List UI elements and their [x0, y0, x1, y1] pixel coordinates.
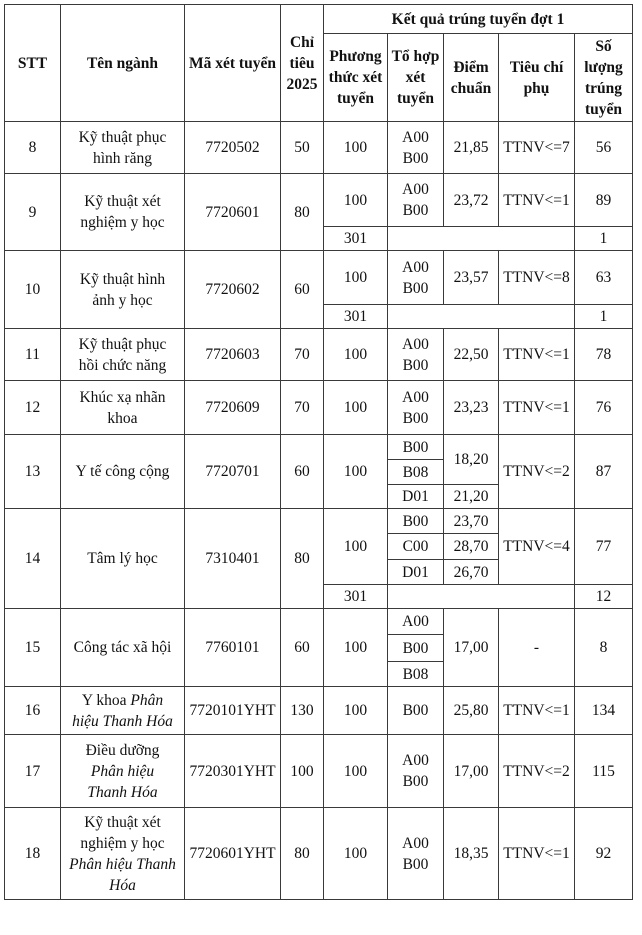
method-cell: 100	[324, 509, 388, 585]
major-name-cell: Điều dưỡng Phân hiệu Thanh Hóa	[61, 735, 185, 808]
method-cell: 100	[324, 174, 388, 227]
table-row	[5, 808, 633, 900]
quota-cell: 50	[281, 122, 324, 174]
code-cell: 7720609	[185, 381, 281, 435]
stt-cell: 8	[5, 122, 61, 174]
method-cell: 301	[324, 585, 388, 609]
count-cell: 76	[575, 381, 633, 435]
combo-cell: B08	[388, 460, 444, 485]
header-ten-nganh: Tên ngành	[61, 5, 185, 122]
criterion-cell: TTNV<=4	[499, 509, 575, 585]
method-cell: 100	[324, 435, 388, 509]
combo-cell: A00 B00	[388, 329, 444, 381]
count-cell: 1	[575, 305, 633, 329]
combo-cell: D01	[388, 485, 444, 509]
score-cell: 23,57	[444, 251, 499, 305]
criterion-cell: TTNV<=1	[499, 687, 575, 735]
count-cell: 12	[575, 585, 633, 609]
admission-results-table	[4, 4, 633, 900]
quota-cell: 80	[281, 808, 324, 900]
header-row-1	[5, 5, 633, 34]
code-cell: 7720601YHT	[185, 808, 281, 900]
combo-cell: A00 B00	[388, 122, 444, 174]
method-cell: 100	[324, 329, 388, 381]
table-row	[5, 435, 633, 460]
combo-cell: D01	[388, 560, 444, 585]
stt-cell: 15	[5, 609, 61, 687]
combo-cell: B00	[388, 509, 444, 534]
table-row	[5, 509, 633, 534]
table-row	[5, 174, 633, 227]
quota-cell: 80	[281, 509, 324, 609]
method-cell: 100	[324, 381, 388, 435]
criterion-cell: TTNV<=2	[499, 435, 575, 509]
table-row	[5, 609, 633, 635]
code-cell: 7720101YHT	[185, 687, 281, 735]
header-to-hop: Tổ hợp xét tuyển	[388, 34, 444, 122]
major-name-cell: Kỹ thuật hình ảnh y học	[61, 251, 185, 329]
method-cell: 301	[324, 227, 388, 251]
table-row	[5, 735, 633, 808]
empty-cell	[388, 305, 575, 329]
score-cell: 17,00	[444, 609, 499, 687]
score-cell: 26,70	[444, 560, 499, 585]
empty-cell	[388, 227, 575, 251]
table-row	[5, 251, 633, 305]
stt-cell: 18	[5, 808, 61, 900]
table-row	[5, 381, 633, 435]
major-name-cell: Y tế công cộng	[61, 435, 185, 509]
table-row	[5, 687, 633, 735]
code-cell: 7720701	[185, 435, 281, 509]
stt-cell: 9	[5, 174, 61, 251]
combo-cell: A00 B00	[388, 808, 444, 900]
method-cell: 100	[324, 609, 388, 687]
header-stt: STT	[5, 5, 61, 122]
header-chi-tieu: Chỉ tiêu 2025	[281, 5, 324, 122]
count-cell: 92	[575, 808, 633, 900]
score-cell: 25,80	[444, 687, 499, 735]
code-cell: 7720603	[185, 329, 281, 381]
stt-cell: 12	[5, 381, 61, 435]
major-name-cell: Khúc xạ nhãn khoa	[61, 381, 185, 435]
count-cell: 1	[575, 227, 633, 251]
combo-cell: A00	[388, 609, 444, 635]
combo-cell: B00	[388, 635, 444, 662]
criterion-cell: TTNV<=1	[499, 329, 575, 381]
combo-cell: A00 B00	[388, 735, 444, 808]
header-phuong-thuc: Phương thức xét tuyển	[324, 34, 388, 122]
method-cell: 100	[324, 687, 388, 735]
combo-cell: B08	[388, 662, 444, 687]
header-tieu-chi-phu: Tiêu chí phụ	[499, 34, 575, 122]
score-cell: 21,20	[444, 485, 499, 509]
combo-cell: A00 B00	[388, 174, 444, 227]
score-cell: 18,35	[444, 808, 499, 900]
criterion-cell: TTNV<=2	[499, 735, 575, 808]
major-name-cell: Kỹ thuật phục hình răng	[61, 122, 185, 174]
count-cell: 56	[575, 122, 633, 174]
method-cell: 100	[324, 251, 388, 305]
code-cell: 7720602	[185, 251, 281, 329]
count-cell: 115	[575, 735, 633, 808]
empty-cell	[388, 585, 575, 609]
criterion-cell: TTNV<=8	[499, 251, 575, 305]
major-name-cell: Công tác xã hội	[61, 609, 185, 687]
score-cell: 21,85	[444, 122, 499, 174]
major-name-cell: Kỹ thuật xét nghiệm y học	[61, 174, 185, 251]
count-cell: 89	[575, 174, 633, 227]
stt-cell: 10	[5, 251, 61, 329]
quota-cell: 60	[281, 435, 324, 509]
quota-cell: 80	[281, 174, 324, 251]
major-name-cell: Tâm lý học	[61, 509, 185, 609]
quota-cell: 100	[281, 735, 324, 808]
score-cell: 23,23	[444, 381, 499, 435]
stt-cell: 13	[5, 435, 61, 509]
count-cell: 134	[575, 687, 633, 735]
quota-cell: 70	[281, 381, 324, 435]
quota-cell: 70	[281, 329, 324, 381]
stt-cell: 11	[5, 329, 61, 381]
major-name-cell: Kỹ thuật phục hồi chức năng	[61, 329, 185, 381]
count-cell: 87	[575, 435, 633, 509]
quota-cell: 130	[281, 687, 324, 735]
criterion-cell: -	[499, 609, 575, 687]
criterion-cell: TTNV<=7	[499, 122, 575, 174]
stt-cell: 16	[5, 687, 61, 735]
major-name-cell: Y khoa Phân hiệu Thanh Hóa	[61, 687, 185, 735]
criterion-cell: TTNV<=1	[499, 381, 575, 435]
code-cell: 7720301YHT	[185, 735, 281, 808]
combo-cell: B00	[388, 435, 444, 460]
major-name-cell: Kỹ thuật xét nghiệm y học Phân hiệu Thanh Hóa	[61, 808, 185, 900]
method-cell: 301	[324, 305, 388, 329]
score-cell: 18,20	[444, 435, 499, 485]
count-cell: 63	[575, 251, 633, 305]
score-cell: 23,72	[444, 174, 499, 227]
criterion-cell: TTNV<=1	[499, 174, 575, 227]
quota-cell: 60	[281, 251, 324, 329]
count-cell: 77	[575, 509, 633, 585]
code-cell: 7720601	[185, 174, 281, 251]
code-cell: 7760101	[185, 609, 281, 687]
code-cell: 7310401	[185, 509, 281, 609]
header-ma-xet-tuyen: Mã xét tuyển	[185, 5, 281, 122]
method-cell: 100	[324, 735, 388, 808]
code-cell: 7720502	[185, 122, 281, 174]
header-ket-qua: Kết quả trúng tuyển đợt 1	[324, 5, 633, 34]
header-so-luong: Số lượng trúng tuyển	[575, 34, 633, 122]
count-cell: 8	[575, 609, 633, 687]
combo-cell: A00 B00	[388, 251, 444, 305]
quota-cell: 60	[281, 609, 324, 687]
score-cell: 28,70	[444, 534, 499, 560]
criterion-cell: TTNV<=1	[499, 808, 575, 900]
stt-cell: 14	[5, 509, 61, 609]
score-cell: 22,50	[444, 329, 499, 381]
stt-cell: 17	[5, 735, 61, 808]
header-diem-chuan: Điểm chuẩn	[444, 34, 499, 122]
count-cell: 78	[575, 329, 633, 381]
score-cell: 23,70	[444, 509, 499, 534]
method-cell: 100	[324, 808, 388, 900]
combo-cell: A00 B00	[388, 381, 444, 435]
table-row	[5, 122, 633, 174]
method-cell: 100	[324, 122, 388, 174]
combo-cell: B00	[388, 687, 444, 735]
combo-cell: C00	[388, 534, 444, 560]
table-row	[5, 329, 633, 381]
score-cell: 17,00	[444, 735, 499, 808]
